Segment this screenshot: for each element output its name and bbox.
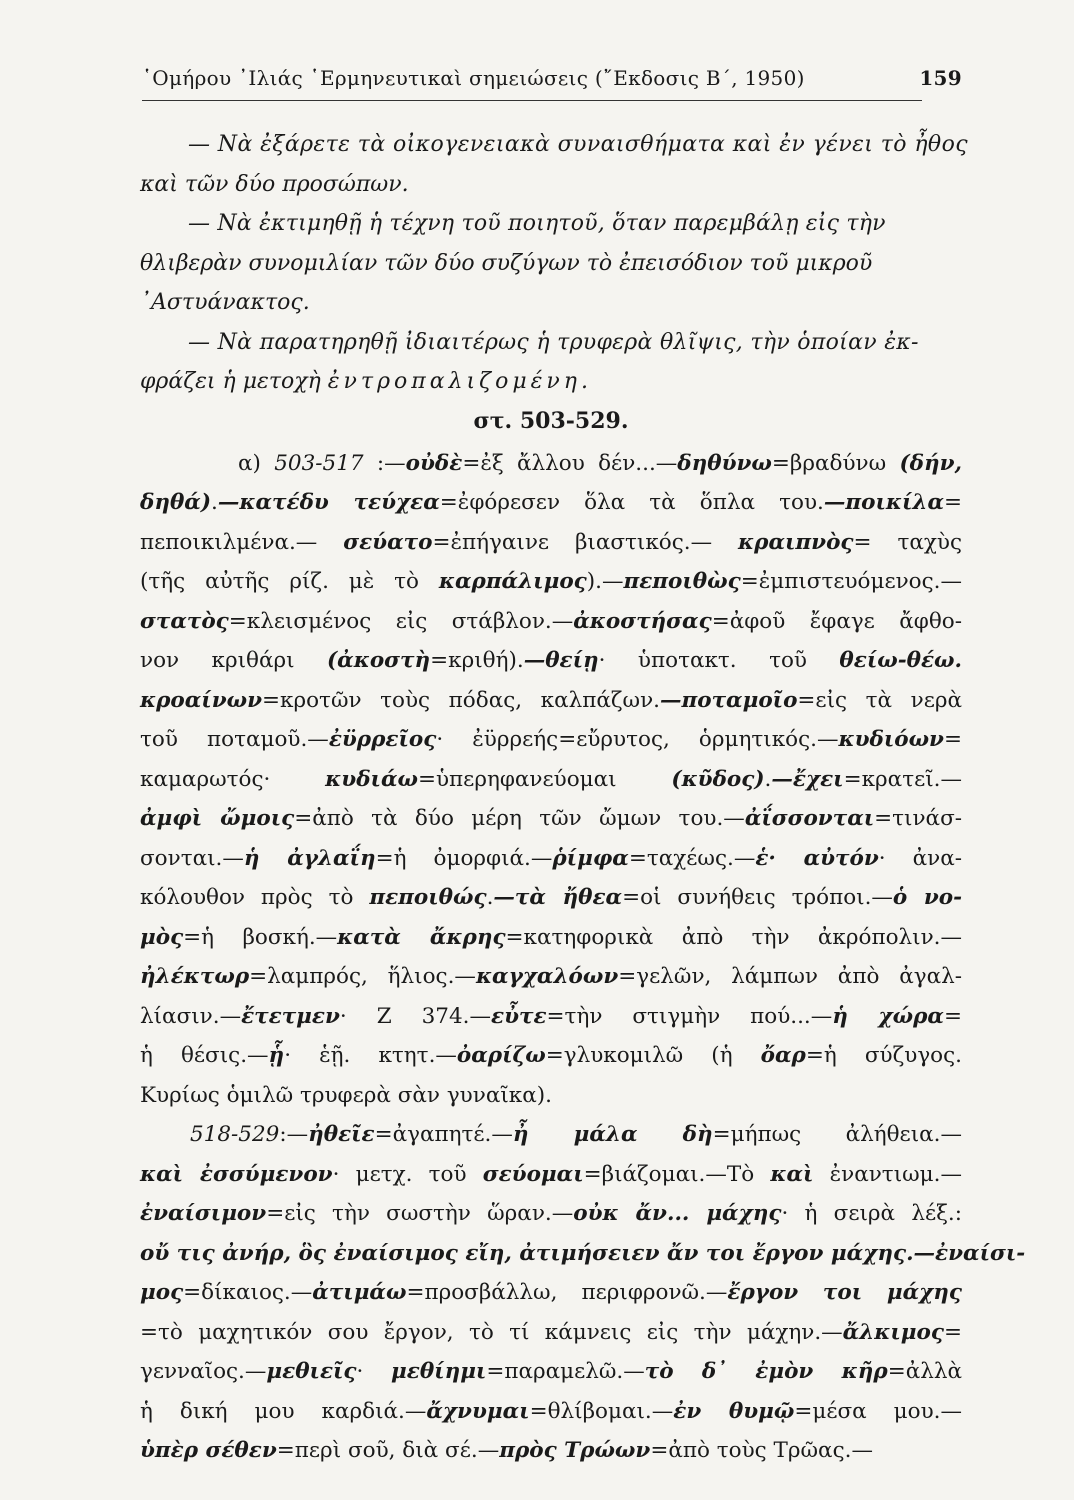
running-header: [142, 66, 962, 98]
gloss-text: =παραμελῶ.—: [486, 1359, 645, 1384]
gloss-line: [140, 1431, 962, 1471]
lemma: δηθά): [140, 490, 212, 515]
gloss-line: [140, 1352, 962, 1392]
lemma: ᾗ: [268, 1043, 285, 1068]
gloss-text: =: [943, 1003, 962, 1029]
gloss-text: =γλυκομιλῶ (ἡ: [545, 1043, 761, 1068]
lemma: ἦ μάλα δὴ: [512, 1122, 713, 1147]
gloss-text: =: [943, 1319, 962, 1345]
lemma: ἀκοστήσας: [573, 608, 712, 634]
gloss-text: · ἀνα-: [878, 845, 963, 871]
gloss-text: =θλίβομαι.—: [529, 1398, 674, 1424]
gloss-text: τοῦ ποταμοῦ.—: [140, 727, 329, 752]
gloss-line: [140, 444, 962, 484]
gloss-text: καμαρωτός·: [140, 766, 326, 792]
gloss-text: =ἐφόρεσεν ὅλα τὰ ὅπλα του.: [439, 490, 824, 515]
gloss-text: ἐναντιωμ.—: [813, 1161, 962, 1187]
gloss-line: [140, 1076, 962, 1116]
lemma: τὸ δ᾿ ἐμὸν κῆρ: [644, 1359, 888, 1384]
gloss-text: πεποικιλμένα.—: [140, 529, 344, 555]
note-line: — Νὰ ἐξάρετε τὰ οἰκογενειακὰ συναισθήματα καὶ ἐν γένει τὸ ἦθος: [188, 132, 968, 157]
lemma: —ποικίλα: [823, 490, 944, 515]
gloss-text: =τινάσ-: [874, 806, 963, 831]
lemma: ὄαρ: [760, 1043, 806, 1068]
lemma: ἡ χώρα: [832, 1003, 944, 1029]
lemma: ἐϋρρεῖος: [328, 727, 437, 752]
lemma: ἀΐσσονται: [744, 806, 875, 831]
lemma: (δήν,: [899, 450, 962, 476]
lemma: —τὰ ἤθεα: [493, 885, 623, 910]
lemma: κατὰ ἄκρης: [337, 924, 506, 950]
gloss-text: =λαμπρός, ἥλιος.—: [249, 964, 476, 989]
gloss-text: · ἑῇ. κτητ.—: [284, 1043, 457, 1068]
lemma: ῥίμφα: [552, 845, 629, 871]
note-line: θλιβερὰν συνομιλίαν τῶν δύο συζύγων τὸ ἐπεισόδιον τοῦ μικροῦ: [140, 250, 873, 276]
lemma: κυδιάω: [325, 766, 418, 792]
gloss-text: =κρατεῖ.—: [843, 766, 962, 792]
gloss-line: [140, 1115, 962, 1155]
lemma: μος: [140, 1280, 184, 1305]
gloss-line: [140, 957, 962, 997]
lemma: οὐκ ἄν... μάχης: [573, 1201, 782, 1226]
gloss-text: =ἡ βοσκή.—: [183, 924, 338, 950]
gloss-text: =εἰς τὰ νερὰ: [797, 687, 963, 713]
gloss-text: · ὑποτακτ. τοῦ: [598, 648, 840, 673]
lemma: —κατέδυ τεύχεα: [217, 490, 440, 515]
gloss-line: [140, 523, 962, 563]
header-rule: [142, 100, 922, 101]
lemma: —ἔχει: [771, 766, 844, 792]
page-number: 159: [919, 66, 962, 90]
gloss-text: =ἐξ ἄλλου δέν...—: [462, 450, 678, 476]
gloss-line: [140, 839, 962, 879]
note-line: καὶ τῶν δύο προσώπων.: [140, 171, 409, 197]
lemma: ἄλκιμος: [842, 1319, 944, 1345]
lemma: εὖτε: [491, 1003, 547, 1029]
gloss-line: [140, 1036, 962, 1076]
gloss-text: .: [486, 885, 494, 910]
lemma: καρπάλιμος: [438, 569, 587, 594]
gloss-text: =: [943, 727, 962, 752]
gloss-text: =ἐμπιστευόμενος.—: [740, 569, 962, 594]
gloss-text: = ταχὺς: [853, 529, 963, 555]
gloss-text: =κατηφορικὰ ἀπὸ τὴν ἀκρόπολιν.—: [505, 924, 962, 950]
lemma: ἀμφὶ ὤμοις: [140, 806, 295, 831]
note-line: — Νὰ ἐκτιμηθῇ ἡ τέχνη τοῦ ποιητοῦ, ὅταν παρεμβάλῃ εἰς τὴν: [188, 211, 886, 236]
gloss-text: 503-517: [274, 450, 364, 476]
lemma: κραιπνὸς: [738, 529, 854, 555]
gloss-text: γενναῖος.—: [140, 1359, 267, 1384]
gloss-text: =ἀλλὰ: [887, 1359, 962, 1384]
lemma: κυδιόων: [838, 727, 944, 752]
gloss-line: [140, 602, 962, 642]
gloss-text: ·: [356, 1359, 392, 1384]
lemma: ἠλέκτωρ: [140, 964, 250, 989]
gloss-line: [140, 681, 962, 721]
lemma: δηθύνω: [677, 450, 772, 476]
gloss-text: :—: [279, 1122, 309, 1147]
lemma: ἄχνυμαι: [426, 1398, 530, 1424]
lemma: μεθιεῖς: [266, 1359, 357, 1384]
gloss-text: σονται.—: [140, 845, 244, 871]
note-text: φράζει ἡ μετοχὴ: [140, 369, 328, 394]
gloss-line: [140, 1273, 962, 1313]
gloss-text: ἡ θέσις.—: [140, 1043, 269, 1068]
gloss-text: =ἀπὸ τοὺς Τρῶας.—: [650, 1438, 873, 1463]
lemma: μεθίημι: [391, 1359, 487, 1384]
gloss-text: =ἡ ὀμορφιά.—: [375, 845, 553, 871]
gloss-text: =βιάζομαι.—Τὸ: [583, 1161, 771, 1187]
gloss-text: .: [764, 766, 772, 792]
gloss-text: λίασιν.—: [140, 1003, 242, 1029]
lemma: μὸς: [140, 924, 184, 950]
gloss-line: [140, 483, 962, 523]
gloss-text: =ἀγαπητέ.—: [374, 1122, 513, 1147]
gloss-line: [140, 878, 962, 918]
lemma: καὶ ἐσσύμενον: [140, 1161, 333, 1187]
gloss-text: =κροτῶν τοὺς πόδας, καλπάζων.: [262, 687, 660, 713]
lemma: (κῦδος): [671, 766, 765, 792]
gloss-line: [140, 641, 962, 681]
lemma: πεποιθὼς: [623, 569, 741, 594]
gloss-text: =ὑπερηφανεύομαι: [417, 766, 672, 792]
gloss-text: (τῆς αὐτῆς ρίζ. μὲ τὸ: [140, 569, 439, 594]
text-body: [140, 125, 1026, 1471]
lemma: ὑπὲρ σέθεν: [140, 1438, 277, 1463]
gloss-text: =προσβάλλω, περιφρονῶ.—: [406, 1280, 728, 1305]
lemma: ἔργον τοι μάχης: [727, 1280, 962, 1305]
lemma: ἐναίσιμον: [140, 1201, 267, 1226]
gloss-line: [140, 799, 962, 839]
gloss-line: [140, 997, 962, 1037]
gloss-text: ἡ δική μου καρδιά.—: [140, 1398, 427, 1424]
gloss-text: =ἀπὸ τὰ δύο μέρη τῶν ὤμων του.—: [294, 806, 745, 831]
lemma: θείω-θέω.: [839, 648, 962, 673]
gloss-text: νον κριθάρι: [140, 648, 327, 673]
gloss-line: [140, 562, 962, 602]
gloss-line: [140, 1155, 962, 1195]
lemma: καγχαλόων: [475, 964, 619, 989]
lemma: —θείῃ: [523, 648, 599, 673]
lemma: —ποταμοῖο: [660, 687, 798, 713]
gloss-text: .: [211, 490, 218, 515]
gloss-line: [140, 1313, 962, 1353]
lemma: πρὸς Τρώων: [499, 1438, 651, 1463]
lemma: οὔ τις ἀνήρ, ὃς ἐναίσιμος εἴη, ἀτιμήσειεν ἄν τοι ἔργον μάχης.—ἐναίσι-: [140, 1240, 1026, 1266]
gloss-text: α): [238, 450, 275, 476]
gloss-text: =ταχέως.—: [628, 845, 756, 871]
lemma: οὐδὲ: [405, 450, 463, 476]
gloss-text: 518-529: [190, 1122, 280, 1147]
lemma: σεύομαι: [482, 1161, 584, 1187]
gloss-text: · ἡ σειρὰ λέξ.:: [781, 1201, 963, 1226]
header-title: ῾Ομήρου ᾿Ιλιάς ῾Ερμηνευτικαὶ σημειώσεις (῎Εκδοσις Β΄, 1950): [142, 66, 805, 90]
lemma: πεποιθώς: [369, 885, 487, 910]
gloss-paragraph-a: [140, 444, 962, 1116]
lemma: ἑ· αὐτόν: [755, 845, 879, 871]
gloss-line: [140, 720, 962, 760]
lemma: ἀτιμάω: [312, 1280, 407, 1305]
gloss-text: Κυρίως ὁμιλῶ τρυφερὰ σὰν γυναῖκα).: [140, 1082, 552, 1108]
lemma: κροαίνων: [140, 687, 263, 713]
lemma: ἠθεῖε: [308, 1122, 375, 1147]
gloss-text: :—: [363, 450, 406, 476]
gloss-text: =ἀφοῦ ἔφαγε ἄφθο-: [711, 608, 962, 634]
lemma: στατὸς: [140, 608, 229, 634]
gloss-text: =βραδύνω: [771, 450, 900, 476]
gloss-text: =κριθή).: [430, 648, 524, 673]
gloss-text: =ἡ σύζυγος.: [805, 1043, 962, 1068]
gloss-text: · μετχ. τοῦ: [332, 1161, 483, 1187]
lemma: (ἀκοστὴ: [327, 648, 431, 673]
gloss-text: κόλουθον πρὸς τὸ: [140, 885, 370, 910]
gloss-line: [140, 760, 962, 800]
section-title: στ. 503-529.: [473, 407, 629, 434]
lemma: ὁ νο-: [892, 885, 963, 910]
gloss-text: =δίκαιος.—: [183, 1280, 313, 1305]
note-line: φράζει ἡ μετοχὴ ἐντροπαλιζομένη.: [140, 369, 588, 394]
gloss-text: =γελῶν, λάμπων ἀπὸ ἀγαλ-: [618, 964, 962, 989]
gloss-line: [140, 918, 962, 958]
gloss-text: =τὴν στιγμὴν πού...—: [546, 1003, 833, 1029]
gloss-text: =: [944, 490, 963, 515]
gloss-text: =περὶ σοῦ, διὰ σέ.—: [276, 1438, 500, 1463]
gloss-text: =κλεισμένος εἰς στάβλον.—: [228, 608, 574, 634]
gloss-text: =τὸ μαχητικόν σου ἔργον, τὸ τί κάμνεις εἰς τὴν μάχην.—: [140, 1319, 843, 1345]
gloss-line: [140, 1194, 962, 1234]
gloss-text: =μέσα μου.—: [794, 1398, 962, 1424]
gloss-line: [140, 1234, 1026, 1274]
gloss-text: =εἰς τὴν σωστὴν ὥραν.—: [266, 1201, 574, 1226]
note-line: — Νὰ παρατηρηθῇ ἰδιαιτέρως ἡ τρυφερὰ θλῖψις, τὴν ὁποίαν ἐκ-: [188, 329, 919, 355]
gloss-text: · Ζ 374.—: [339, 1003, 491, 1029]
emphasized-word: ἐντροπαλιζομένη: [327, 369, 581, 394]
lemma: ὀαρίζω: [456, 1043, 546, 1068]
gloss-line: [140, 1392, 962, 1432]
lemma: ἡ ἀγλαΐη: [243, 845, 376, 871]
lemma: ἐν θυμῷ: [673, 1398, 795, 1424]
lemma: σεύατο: [343, 529, 433, 555]
gloss-text: =οἱ συνήθεις τρόποι.—: [622, 885, 893, 910]
lemma: καὶ: [770, 1161, 814, 1187]
gloss-text: · ἐϋρρεής=εὔρυτος, ὁρμητικός.—: [436, 727, 839, 752]
note-line: ᾿Αστυάνακτος.: [140, 290, 310, 315]
gloss-text: =μήπως ἀλήθεια.—: [712, 1122, 962, 1147]
gloss-text: ).—: [586, 569, 624, 594]
gloss-paragraph-b: [140, 1115, 1026, 1471]
gloss-text: =ἐπήγαινε βιαστικός.—: [432, 529, 739, 555]
lemma: ἔτετμεν: [241, 1003, 340, 1029]
